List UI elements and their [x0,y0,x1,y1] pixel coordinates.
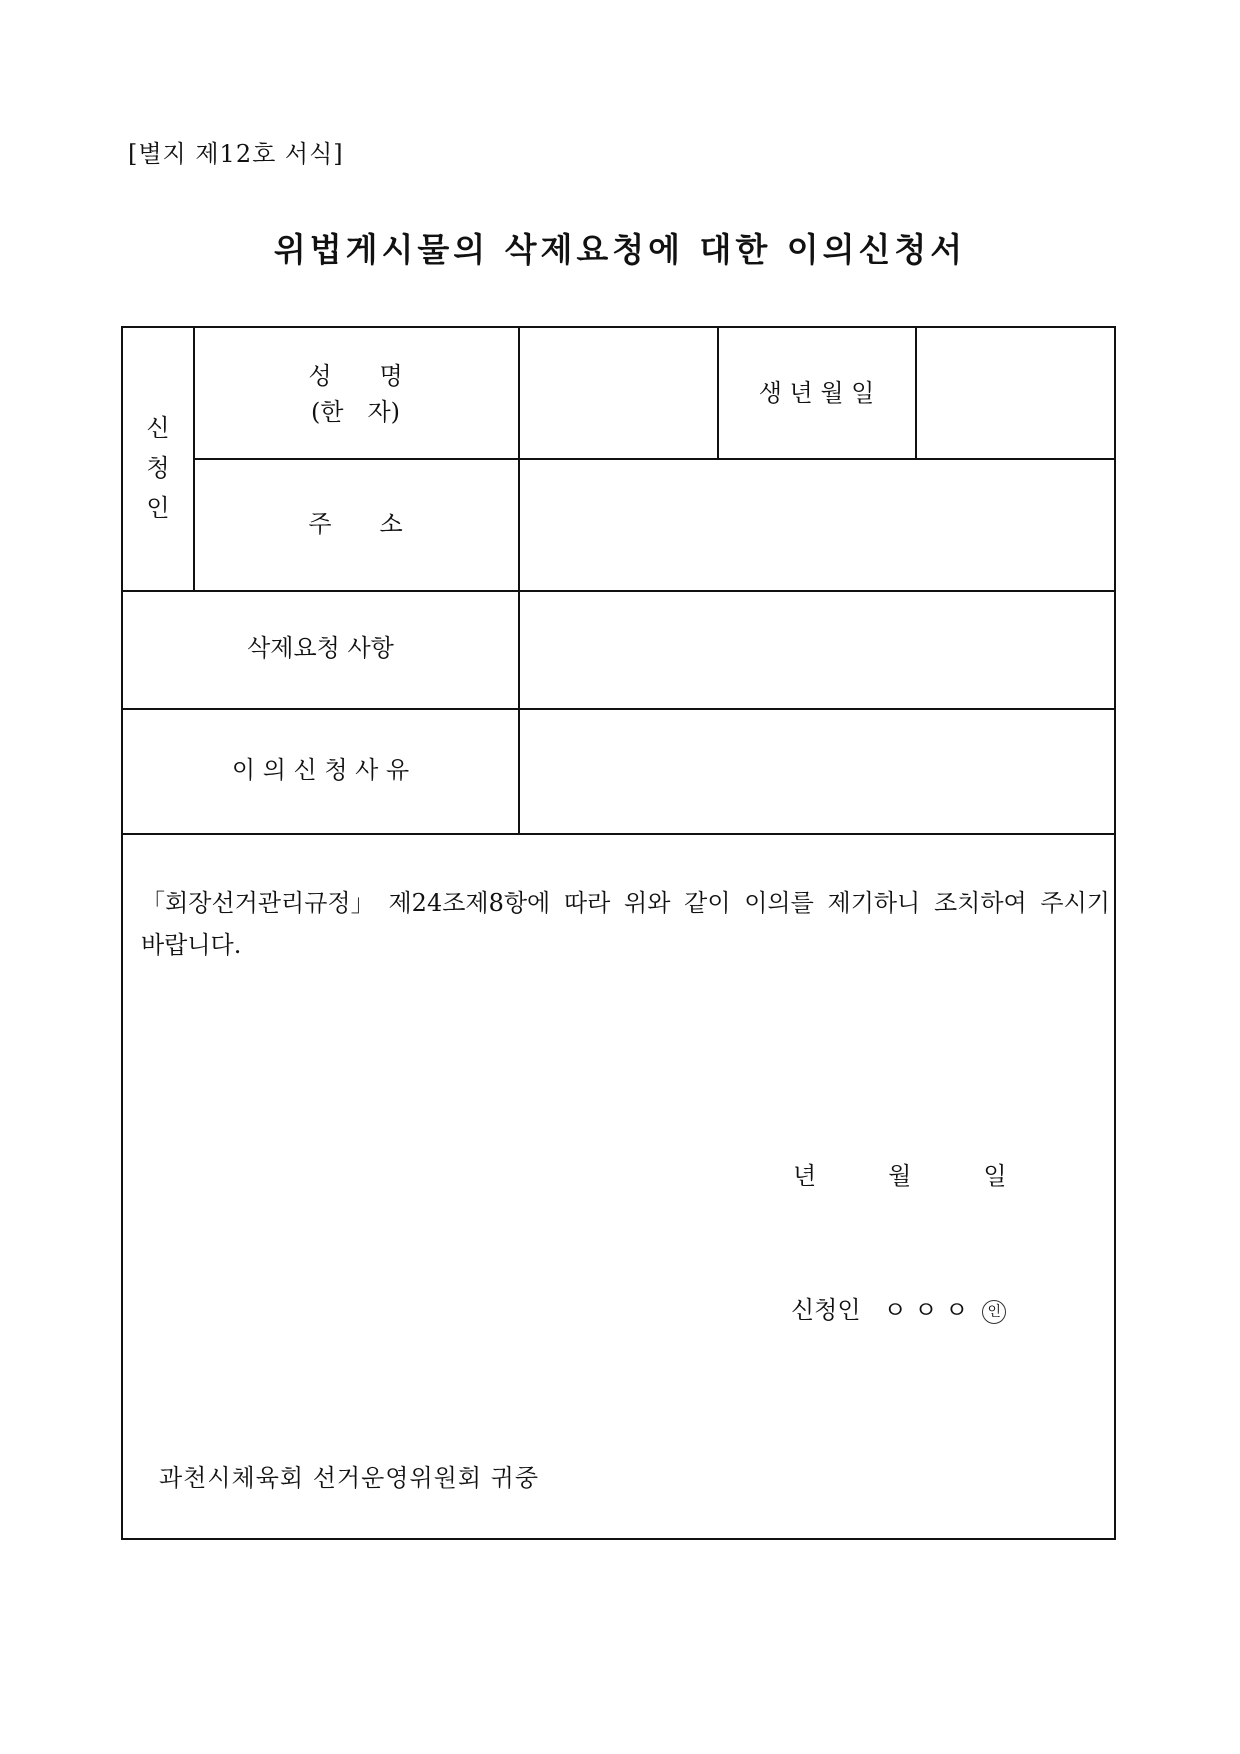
applicant-label-char: 인 [146,494,170,522]
birth-date-label: 생 년 월 일 [758,379,875,407]
applicant-label-char: 청 [146,454,170,482]
objection-reason-field[interactable] [519,709,1114,833]
name-label: 성 명 [308,362,403,390]
addressee: 과천시체육회 선거운영위원회 귀중 [159,1464,540,1492]
name-hanja-label: (한 자) [310,398,401,426]
document-title: 위법게시물의 삭제요청에 대한 이의신청서 [273,230,967,269]
applicant-label-char: 신 [146,414,170,442]
objection-reason-label: 이 의 신 청 사 유 [231,756,410,784]
signer-label: 신청인 [791,1296,861,1324]
form-number-label: [별지 제12호 서식] [128,140,344,168]
deletion-request-label: 삭제요청 사항 [247,634,394,662]
date-line: 년 월 일 [793,1162,1007,1190]
name-field[interactable] [519,328,717,458]
address-field[interactable] [519,459,1114,590]
statement-section [123,834,1116,1540]
seal-icon: 인 [982,1300,1006,1324]
statement-text: 「회장선거관리규정」 제24조제8항에 따라 위와 같이 이의를 제기하니 조치하여 주시기 바랍니다. [141,889,1110,959]
birth-date-field[interactable] [916,328,1114,458]
signer-placeholder: ㅇ ㅇ ㅇ [883,1296,969,1324]
application-form-table [121,326,1116,1540]
signature-line [791,1290,1006,1325]
address-label: 주 소 [308,510,403,538]
applicant-section-label [123,408,193,528]
name-label-cell [193,358,518,430]
deletion-request-field[interactable] [519,591,1114,708]
